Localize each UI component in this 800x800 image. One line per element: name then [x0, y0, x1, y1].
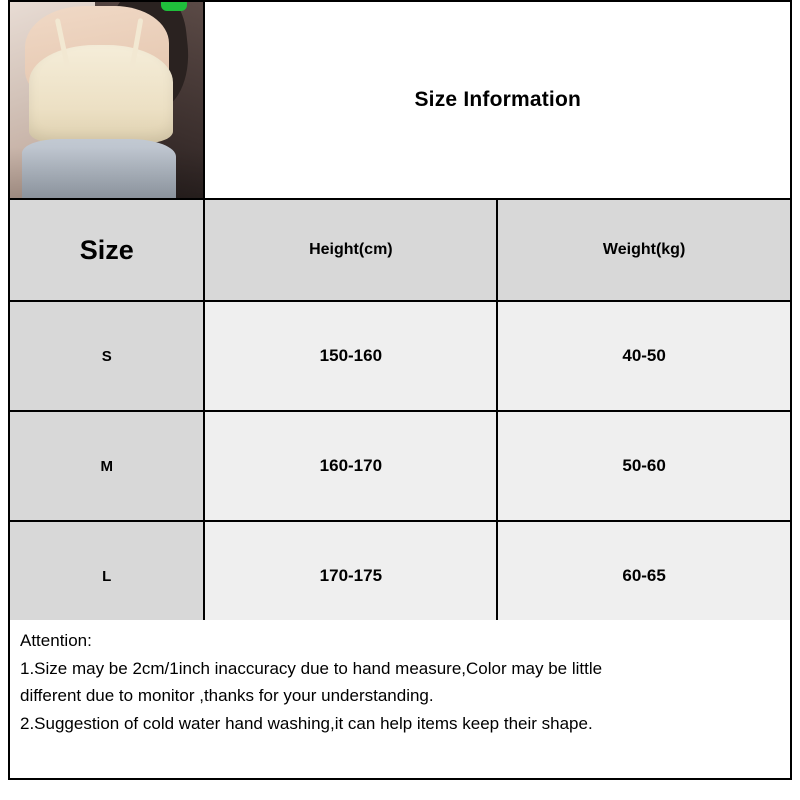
title-cell [204, 1, 791, 199]
header-height: Height(cm) [204, 199, 497, 301]
header-size: Size [9, 199, 204, 301]
product-photo-cell [9, 1, 204, 199]
table-row [9, 411, 791, 521]
size-information-table [8, 0, 792, 632]
photo-shadow [10, 147, 203, 198]
attention-heading: Attention: [20, 631, 92, 650]
photo-camisole [29, 45, 172, 143]
page-title: Size Information [414, 88, 582, 111]
table-top-row [9, 1, 791, 199]
cell-size-l: L [9, 521, 204, 631]
cell-size-m: M [9, 411, 204, 521]
cell-height-l: 170-175 [204, 521, 497, 631]
attention-line-1: 1.Size may be 2cm/1inch inaccuracy due to hand measure,Color may be little [20, 658, 603, 678]
cell-weight-m: 50-60 [497, 411, 791, 521]
cell-weight-l: 60-65 [497, 521, 791, 631]
cell-weight-s: 40-50 [497, 301, 791, 411]
product-photo [10, 2, 203, 198]
cell-height-m: 160-170 [204, 411, 497, 521]
attention-line-2: different due to monitor ,thanks for your understanding. [20, 686, 434, 705]
table-row [9, 301, 791, 411]
cell-size-s: S [9, 301, 204, 411]
green-marker-icon [161, 2, 187, 11]
attention-block [8, 620, 792, 780]
table-header-row [9, 199, 791, 301]
header-weight: Weight(kg) [497, 199, 791, 301]
cell-height-s: 150-160 [204, 301, 497, 411]
attention-line-3: 2.Suggestion of cold water hand washing,it can help items keep their shape. [20, 713, 593, 733]
table-row [9, 521, 791, 631]
